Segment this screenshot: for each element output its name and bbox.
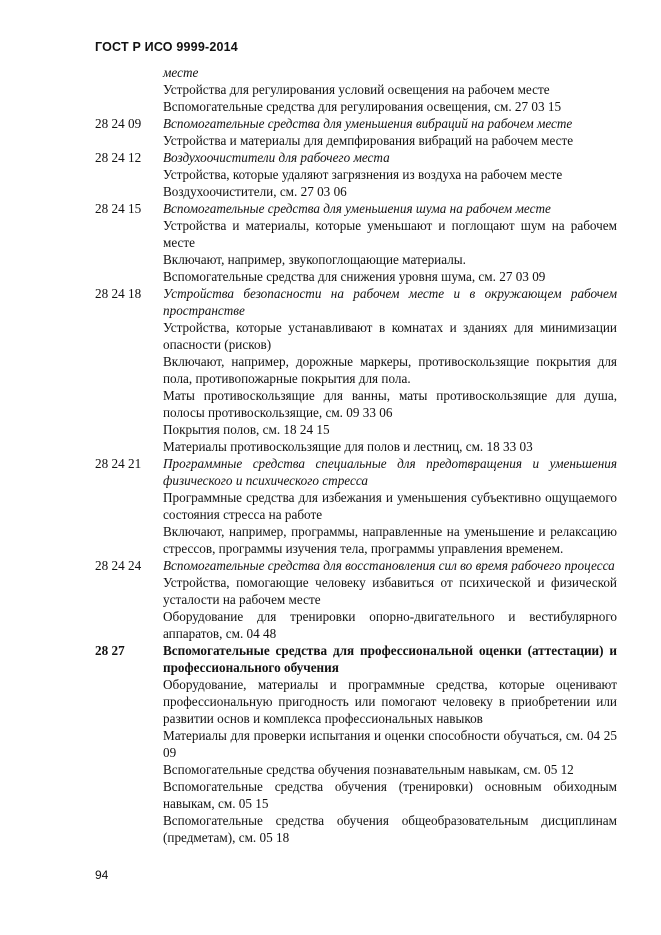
entry-title: Вспомогательные средства для уменьшения шума на рабочем месте: [163, 201, 551, 216]
entry-paragraph: Включают, например, дорожные маркеры, противоскользящие покрытия для пола, противопожарные покрытия для пола.: [163, 354, 617, 386]
entry-paragraph: Устройства и материалы для демпфирования вибраций на рабочем месте: [163, 133, 574, 148]
entry-body: [163, 285, 617, 455]
entry-code: 28 24 18: [95, 286, 142, 301]
entry-code: 28 24 15: [95, 201, 142, 216]
entry-paragraph: месте: [163, 65, 199, 80]
entry-title: Вспомогательные средства для уменьшения вибраций на рабочем месте: [163, 116, 573, 131]
entry-paragraph: Включают, например, программы, направленные на уменьшение и релаксацию стрессов, программы изучения тела, программы управления временем.: [163, 524, 617, 556]
entry-body: [163, 200, 617, 285]
classification-entry: [95, 149, 617, 200]
classification-entry: [95, 115, 617, 149]
entry-body: [163, 642, 617, 846]
classification-entry: [95, 64, 617, 115]
entry-title: Вспомогательные средства для восстановления сил во время рабочего процесса: [163, 558, 615, 573]
entry-paragraph: Покрытия полов, см. 18 24 15: [163, 422, 330, 437]
entry-paragraph: Материалы для проверки испытания и оценки способности обучаться, см. 04 25 09: [163, 728, 617, 760]
classification-entry: [95, 557, 617, 642]
entry-title: Вспомогательные средства для профессиональной оценки (аттестации) и профессионального обучения: [163, 643, 617, 675]
entry-paragraph: Программные средства для избежания и уменьшения субъективно ощущаемого состояния стресса на работе: [163, 490, 617, 522]
entry-paragraph: Оборудование, материалы и программные средства, которые оценивают профессиональную пригодность или помогают человеку в приобретении или развитии основ и комплекса профессиональных навыков: [163, 677, 617, 726]
entry-code: [95, 64, 163, 115]
entry-paragraph: Воздухоочистители, см. 27 03 06: [163, 184, 347, 199]
entry-body: [163, 455, 617, 557]
entry-title: Устройства безопасности на рабочем месте и в окружающем рабочем пространстве: [163, 286, 617, 318]
entry-title: Программные средства специальные для предотвращения и уменьшения физического и психического стресса: [163, 456, 617, 488]
entry-code: 28 24 24: [95, 558, 142, 573]
entry-body: [163, 149, 617, 200]
entry-body: [163, 557, 617, 642]
entry-paragraph: Устройства и материалы, которые уменьшают и поглощают шум на рабочем месте: [163, 218, 617, 250]
entry-paragraph: Вспомогательные средства обучения (тренировки) основным обиходным навыкам, см. 05 15: [163, 779, 617, 811]
entry-paragraph: Маты противоскользящие для ванны, маты противоскользящие для душа, полосы противоскользящие, см. 09 33 06: [163, 388, 617, 420]
classification-entry: [95, 455, 617, 557]
classification-entry: [95, 642, 617, 846]
classification-entries: [95, 64, 617, 846]
entry-paragraph: Включают, например, звукопоглощающие материалы.: [163, 252, 466, 267]
entry-paragraph: Вспомогательные средства для снижения уровня шума, см. 27 03 09: [163, 269, 546, 284]
entry-code: 28 27: [95, 643, 125, 658]
entry-code: 28 24 12: [95, 150, 142, 165]
page-header-standard-title: ГОСТ Р ИСО 9999-2014: [95, 40, 238, 54]
entry-paragraph: Оборудование для тренировки опорно-двигательного и вестибулярного аппаратов, см. 04 48: [163, 609, 617, 641]
entry-paragraph: Устройства, помогающие человеку избавиться от психической и физической усталости на рабочем месте: [163, 575, 617, 607]
entry-body: [163, 115, 617, 149]
entry-paragraph: Устройства для регулирования условий освещения на рабочем месте: [163, 82, 550, 97]
entry-code: 28 24 21: [95, 456, 142, 471]
entry-code: 28 24 09: [95, 116, 142, 131]
classification-entry: [95, 285, 617, 455]
entry-paragraph: Вспомогательные средства обучения познавательным навыкам, см. 05 12: [163, 762, 574, 777]
entry-paragraph: Вспомогательные средства обучения общеобразовательным дисциплинам (предметам), см. 05 18: [163, 813, 617, 845]
entry-paragraph: Устройства, которые удаляют загрязнения из воздуха на рабочем месте: [163, 167, 563, 182]
entry-paragraph: Устройства, которые устанавливают в комнатах и зданиях для минимизации опасности (рисков): [163, 320, 617, 352]
entries-list: [95, 64, 617, 846]
entry-body: [163, 64, 617, 115]
entry-paragraph: Материалы противоскользящие для полов и лестниц, см. 18 33 03: [163, 439, 533, 454]
entry-paragraph: Вспомогательные средства для регулирования освещения, см. 27 03 15: [163, 99, 562, 114]
page-number: 94: [95, 868, 109, 882]
classification-entry: [95, 200, 617, 285]
entry-title: Воздухоочистители для рабочего места: [163, 150, 390, 165]
